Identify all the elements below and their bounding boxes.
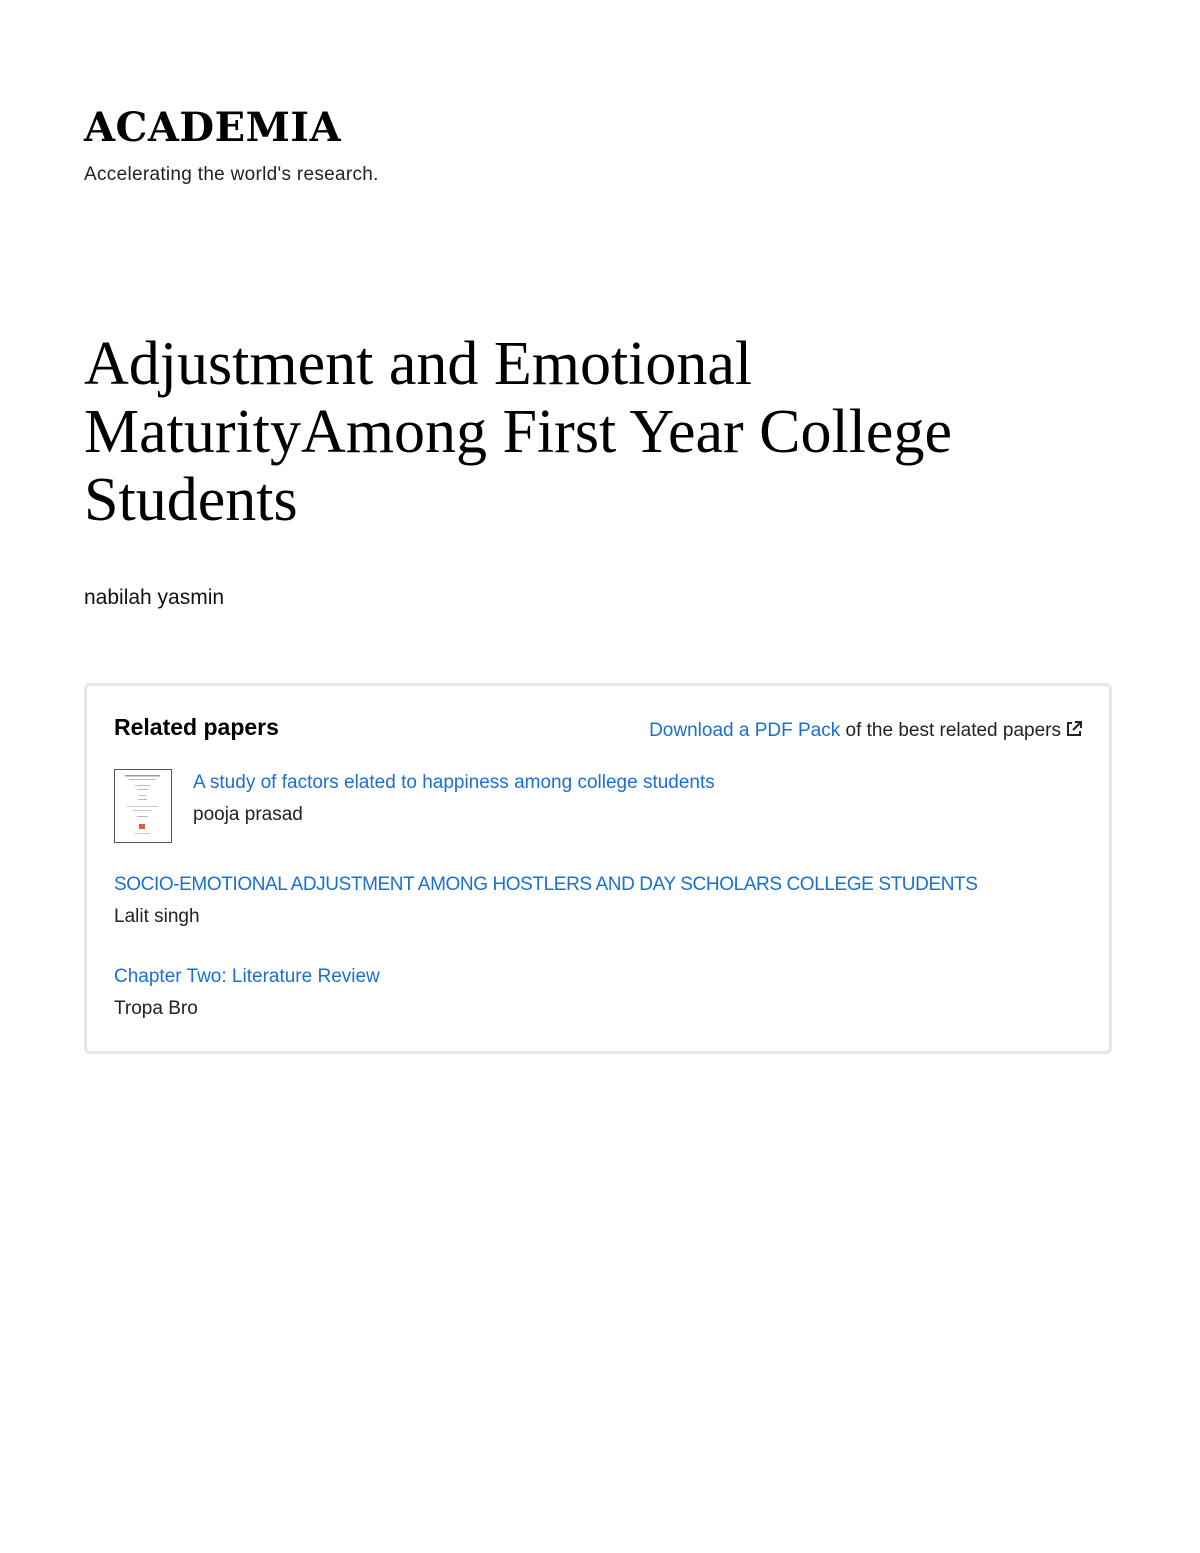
related-paper-title[interactable]: A study of factors elated to happiness among college students <box>193 772 715 793</box>
download-pdf-pack-suffix: of the best related papers <box>840 720 1061 741</box>
paper-thumbnail[interactable] <box>114 769 172 843</box>
related-papers-box <box>84 683 1112 1054</box>
paper-thumbnail-icon <box>115 770 170 841</box>
download-pdf-pack-link[interactable]: Download a PDF Pack <box>649 720 841 741</box>
download-pdf-pack <box>649 718 1083 744</box>
related-papers-heading: Related papers <box>114 714 279 740</box>
related-paper-item <box>114 872 978 930</box>
paper-title: Adjustment and Emotional MaturityAmong First Year College Students <box>84 330 952 534</box>
external-link-icon[interactable] <box>1065 720 1083 738</box>
academia-logo: ACADEMIA <box>84 104 342 151</box>
paper-author: nabilah yasmin <box>84 586 225 609</box>
related-paper-author: Lalit singh <box>114 906 200 927</box>
related-paper-item <box>193 770 715 828</box>
related-paper-author: Tropa Bro <box>114 998 198 1019</box>
related-paper-item <box>114 964 380 1022</box>
related-paper-title[interactable]: Chapter Two: Literature Review <box>114 966 380 987</box>
related-paper-author: pooja prasad <box>193 804 303 825</box>
tagline: Accelerating the world's research. <box>84 164 379 185</box>
related-paper-title[interactable]: SOCIO-EMOTIONAL ADJUSTMENT AMONG HOSTLERS AND DAY SCHOLARS COLLEGE STUDENTS <box>114 874 978 895</box>
